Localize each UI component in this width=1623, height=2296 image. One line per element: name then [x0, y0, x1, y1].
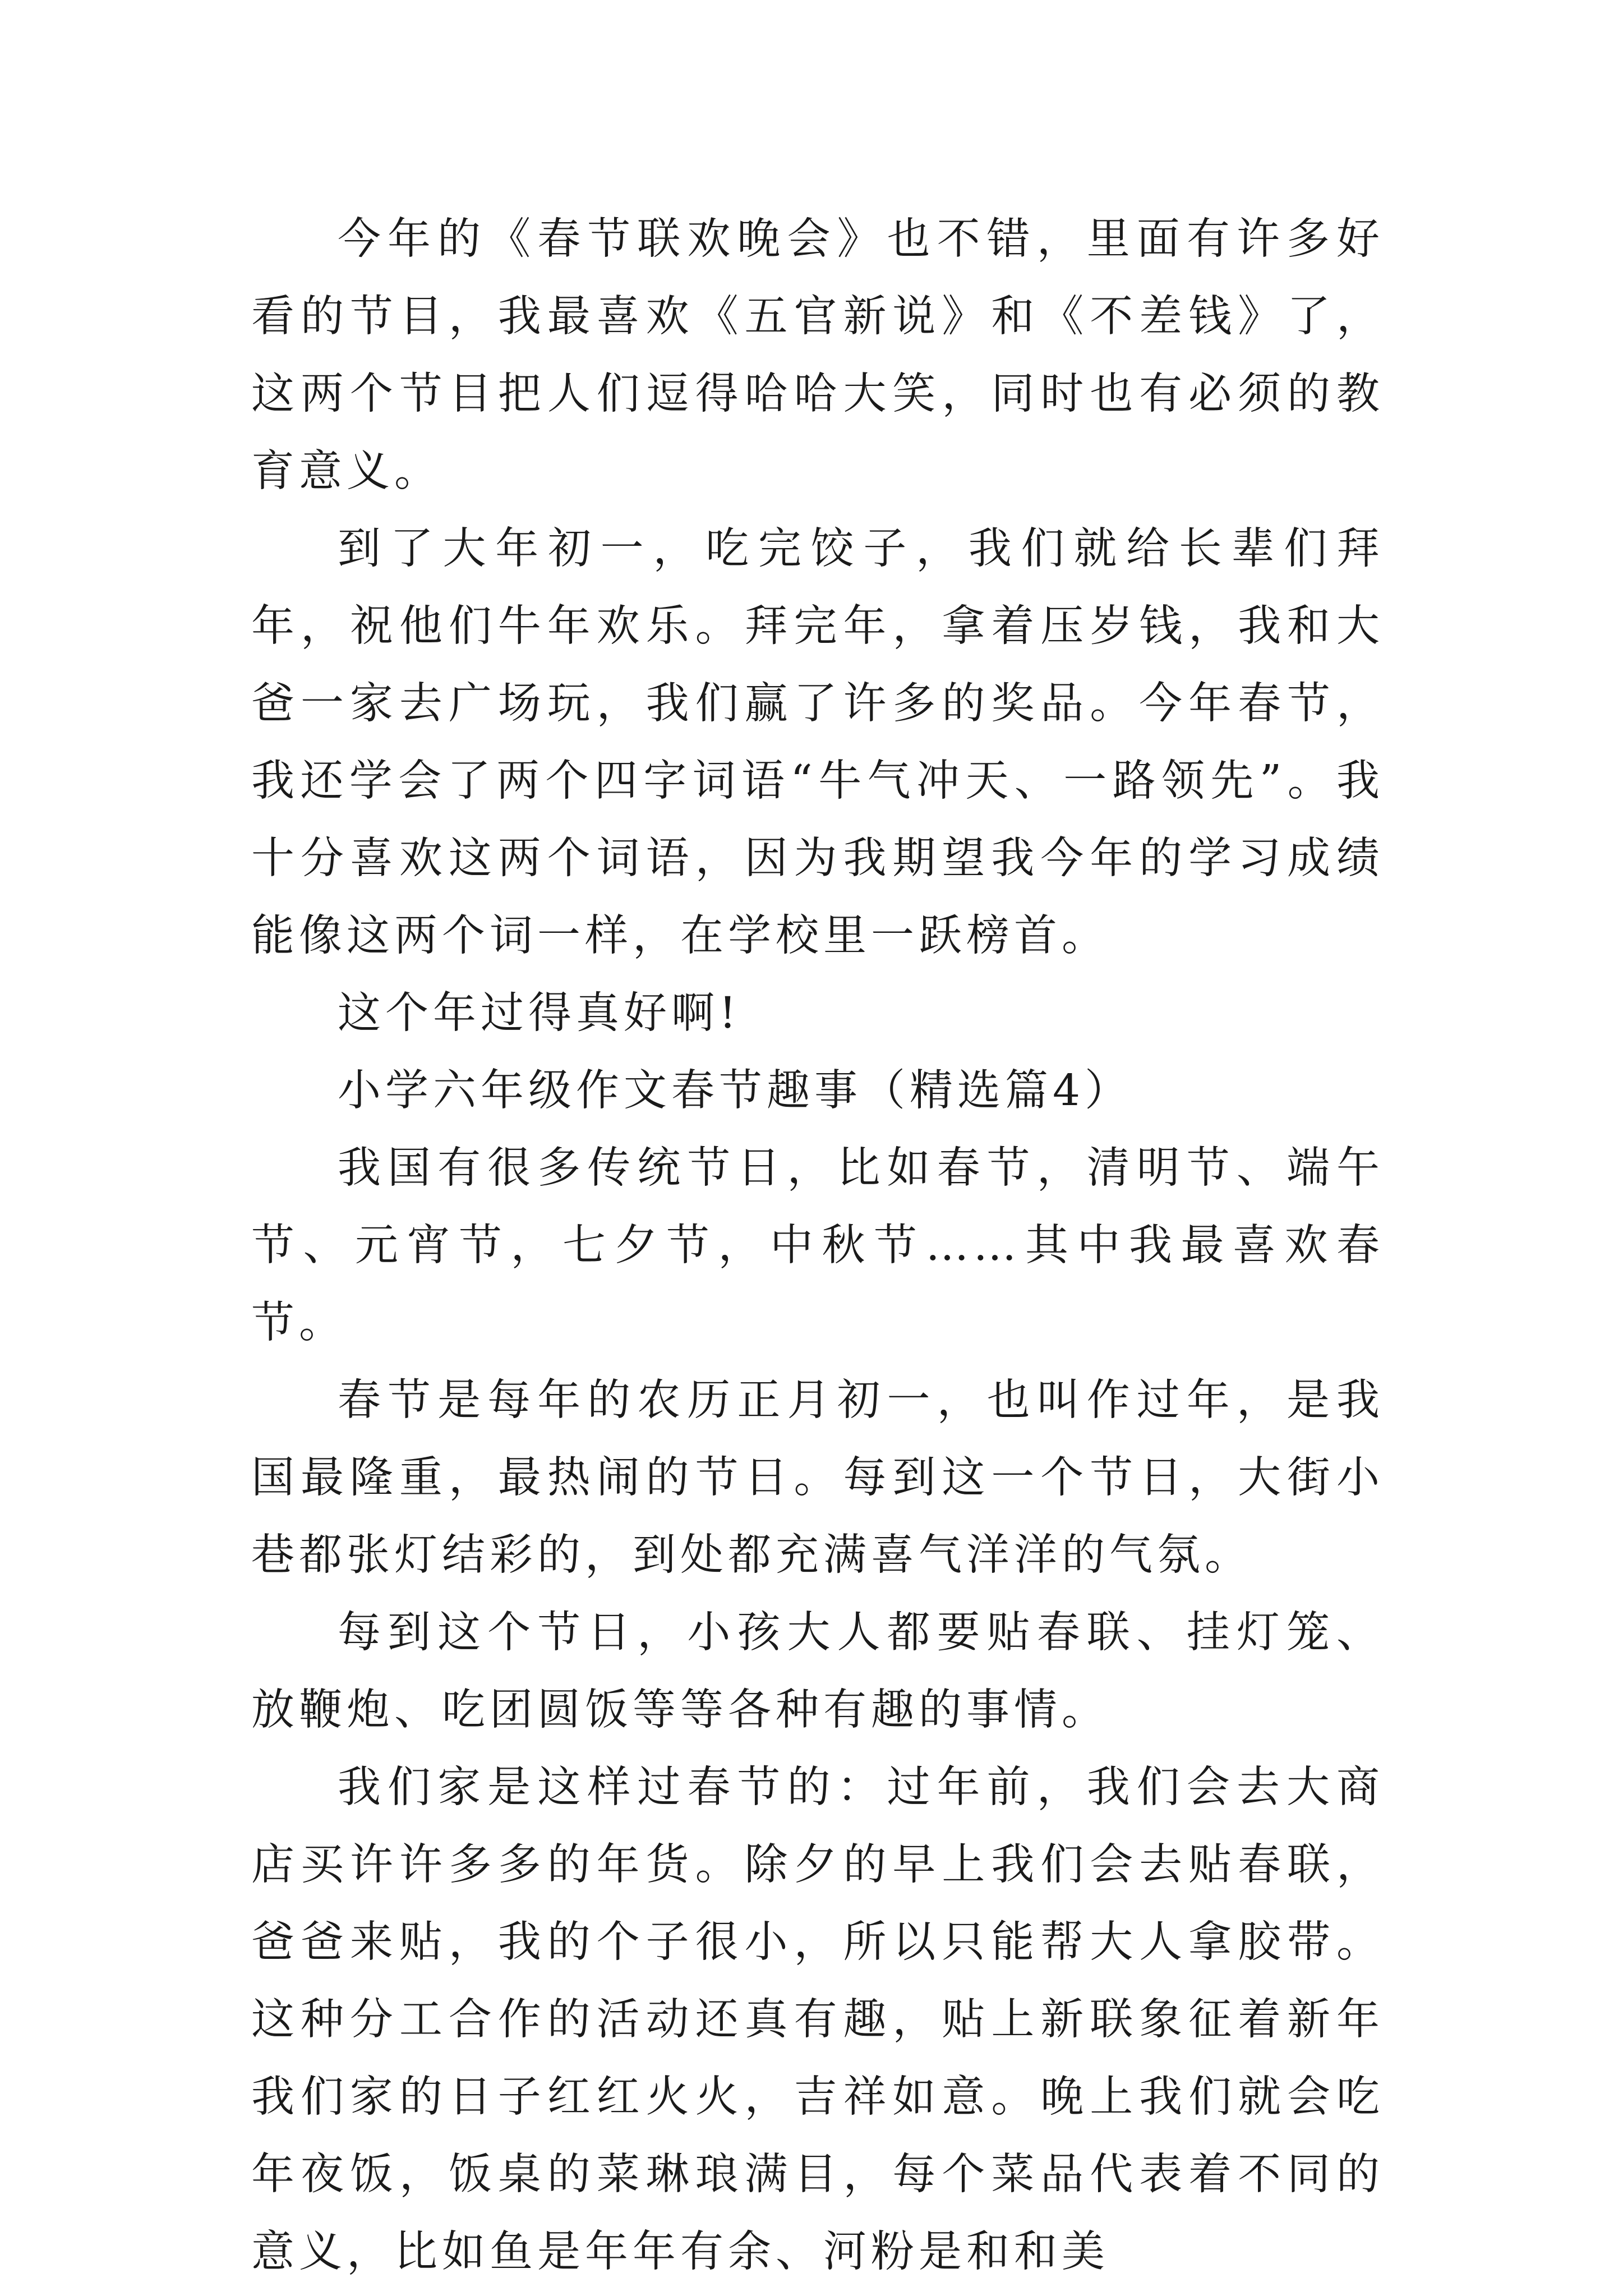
paragraph-1: 今年的《春节联欢晚会》也不错，里面有许多好看的节目，我最喜欢《五官新说》和《不差钱》了，这两个节目把人们逗得哈哈大笑，同时也有必须的教育意义。	[251, 214, 1384, 496]
document-body	[251, 201, 1384, 2291]
paragraph-4: 我国有很多传统节日，比如春节，清明节、端午节、元宵节，七夕节，中秋节……其中我最喜欢春节。	[251, 1143, 1384, 1348]
paragraph-6: 每到这个节日，小孩大人都要贴春联、挂灯笼、放鞭炮、吃团圆饭等等各种有趣的事情。	[251, 1608, 1384, 1735]
paragraph-3: 这个年过得真好啊!	[338, 988, 741, 1038]
paragraph-7: 我们家是这样过春节的：过年前，我们会去大商店买许许多多的年货。除夕的早上我们会去贴春联，爸爸来贴，我的个子很小，所以只能帮大人拿胶带。这种分工合作的活动还真有趣，贴上新联象征着新年我们家的日子红红火火，吉祥如意。晚上我们就会吃年夜饭，饭桌的菜琳琅满目，每个菜品代表着不同的意义，比如鱼是年年有余、河粉是和和美	[251, 1763, 1384, 2277]
paragraph-2: 到了大年初一，吃完饺子，我们就给长辈们拜年，祝他们牛年欢乐。拜完年，拿着压岁钱，我和大爸一家去广场玩，我们赢了许多的奖品。今年春节，我还学会了两个四字词语“牛气冲天、一路领先”。我十分喜欢这两个词语，因为我期望我今年的学习成绩能像这两个词一样，在学校里一跃榜首。	[251, 524, 1384, 961]
section-heading: 小学六年级作文春节趣事（精选篇4）	[338, 1066, 1132, 1116]
paragraph-5: 春节是每年的农历正月初一，也叫作过年，是我国最隆重，最热闹的节日。每到这一个节日，大街小巷都张灯结彩的，到处都充满喜气洋洋的气氛。	[251, 1375, 1384, 1580]
